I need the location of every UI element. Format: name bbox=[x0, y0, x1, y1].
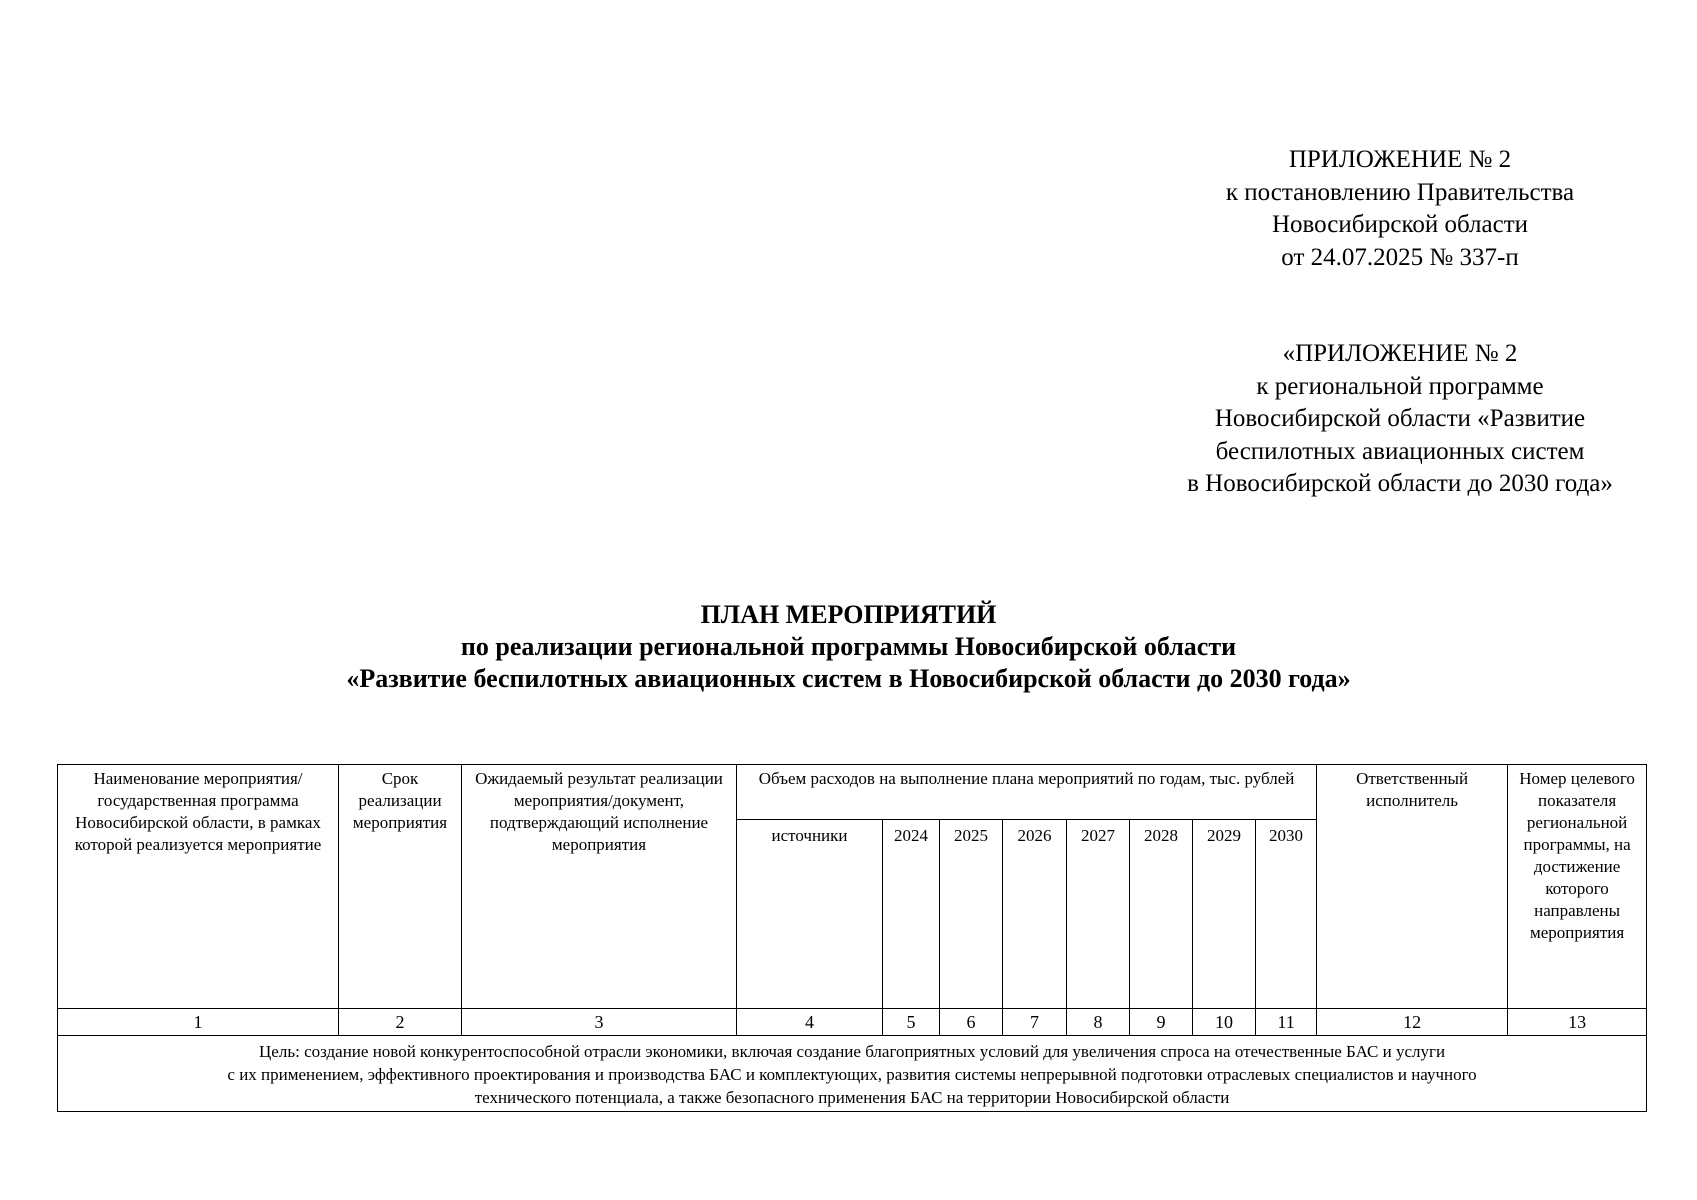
header-expected-result: Ожидаемый результат реализации мероприятия/документ, подтверждающий исполнение мероприятия bbox=[462, 765, 737, 1009]
column-number: 8 bbox=[1067, 1009, 1130, 1036]
decree-attachment-line: к постановлению Правительства bbox=[1225, 178, 1575, 206]
program-attachment-line: в Новосибирской области до 2030 года» bbox=[1187, 470, 1613, 497]
header-expenses-group: Объем расходов на выполнение плана мероприятий по годам, тыс. рублей bbox=[737, 765, 1317, 820]
program-attachment-line: к региональной программе bbox=[1256, 372, 1544, 400]
decree-attachment-date: от 24.07.2025 № 337-п bbox=[1281, 243, 1519, 271]
plan-title bbox=[0, 599, 1697, 695]
header-term: Срок реализации мероприятия bbox=[339, 765, 462, 1009]
program-attachment-line: Новосибирской области «Развитие bbox=[1214, 405, 1586, 432]
decree-attachment-line: Новосибирской области bbox=[1271, 211, 1529, 238]
program-attachment-title: «ПРИЛОЖЕНИЕ № 2 bbox=[1282, 340, 1518, 367]
column-number: 2 bbox=[339, 1009, 462, 1036]
header-year-2024: 2024 bbox=[883, 820, 940, 1009]
header-year-2027: 2027 bbox=[1067, 820, 1130, 1009]
header-year-2028: 2028 bbox=[1130, 820, 1193, 1009]
header-responsible-executor: Ответственный исполнитель bbox=[1317, 765, 1508, 1009]
goal-text-line: Цель: создание новой конкурентоспособной отрасли экономики, включая создание благоприятных условий для увеличения спроса на отечественные БАС и услуги bbox=[259, 1042, 1446, 1061]
column-number: 9 bbox=[1130, 1009, 1193, 1036]
goal-text-line: с их применением, эффективного проектирования и производства БАС и комплектующих, развития системы непрерывной подготовки отраслевых специалистов и научного bbox=[227, 1065, 1477, 1084]
column-number: 1 bbox=[58, 1009, 339, 1036]
activities-plan-table bbox=[57, 764, 1647, 1112]
column-number: 4 bbox=[737, 1009, 883, 1036]
plan-title-program-name: «Развитие беспилотных авиационных систем в Новосибирской области до 2030 года» bbox=[346, 664, 1351, 693]
goal-row bbox=[58, 1036, 1647, 1112]
header-year-2026: 2026 bbox=[1003, 820, 1067, 1009]
table-header-row bbox=[58, 765, 1647, 820]
header-activity-name: Наименование мероприятия/государственная программа Новосибирской области, в рамках которой реализуется мероприятие bbox=[58, 765, 339, 1009]
program-attachment-line: беспилотных авиационных систем bbox=[1215, 437, 1585, 465]
column-number: 5 bbox=[883, 1009, 940, 1036]
program-attachment-block bbox=[1130, 338, 1670, 501]
header-year-2025: 2025 bbox=[940, 820, 1003, 1009]
column-number: 3 bbox=[462, 1009, 737, 1036]
decree-attachment-title: ПРИЛОЖЕНИЕ № 2 bbox=[1288, 146, 1512, 173]
column-number: 11 bbox=[1256, 1009, 1317, 1036]
plan-title-subheading: по реализации региональной программы Новосибирской области bbox=[460, 632, 1237, 661]
plan-title-heading: ПЛАН МЕРОПРИЯТИЙ bbox=[700, 600, 997, 629]
header-target-indicator-number: Номер целевого показателя региональной программы, на достижение которого направлены мероприятия bbox=[1508, 765, 1647, 1009]
header-year-2029: 2029 bbox=[1193, 820, 1256, 1009]
column-number: 6 bbox=[940, 1009, 1003, 1036]
column-number: 7 bbox=[1003, 1009, 1067, 1036]
column-number: 13 bbox=[1508, 1009, 1647, 1036]
goal-cell bbox=[58, 1036, 1647, 1112]
column-number-row bbox=[58, 1009, 1647, 1036]
decree-attachment-block bbox=[1150, 144, 1650, 274]
column-number: 10 bbox=[1193, 1009, 1256, 1036]
goal-text-line: технического потенциала, а также безопасного применения БАС на территории Новосибирской области bbox=[474, 1088, 1230, 1107]
header-year-2030: 2030 bbox=[1256, 820, 1317, 1009]
column-number: 12 bbox=[1317, 1009, 1508, 1036]
header-sources: источники bbox=[737, 820, 883, 1009]
